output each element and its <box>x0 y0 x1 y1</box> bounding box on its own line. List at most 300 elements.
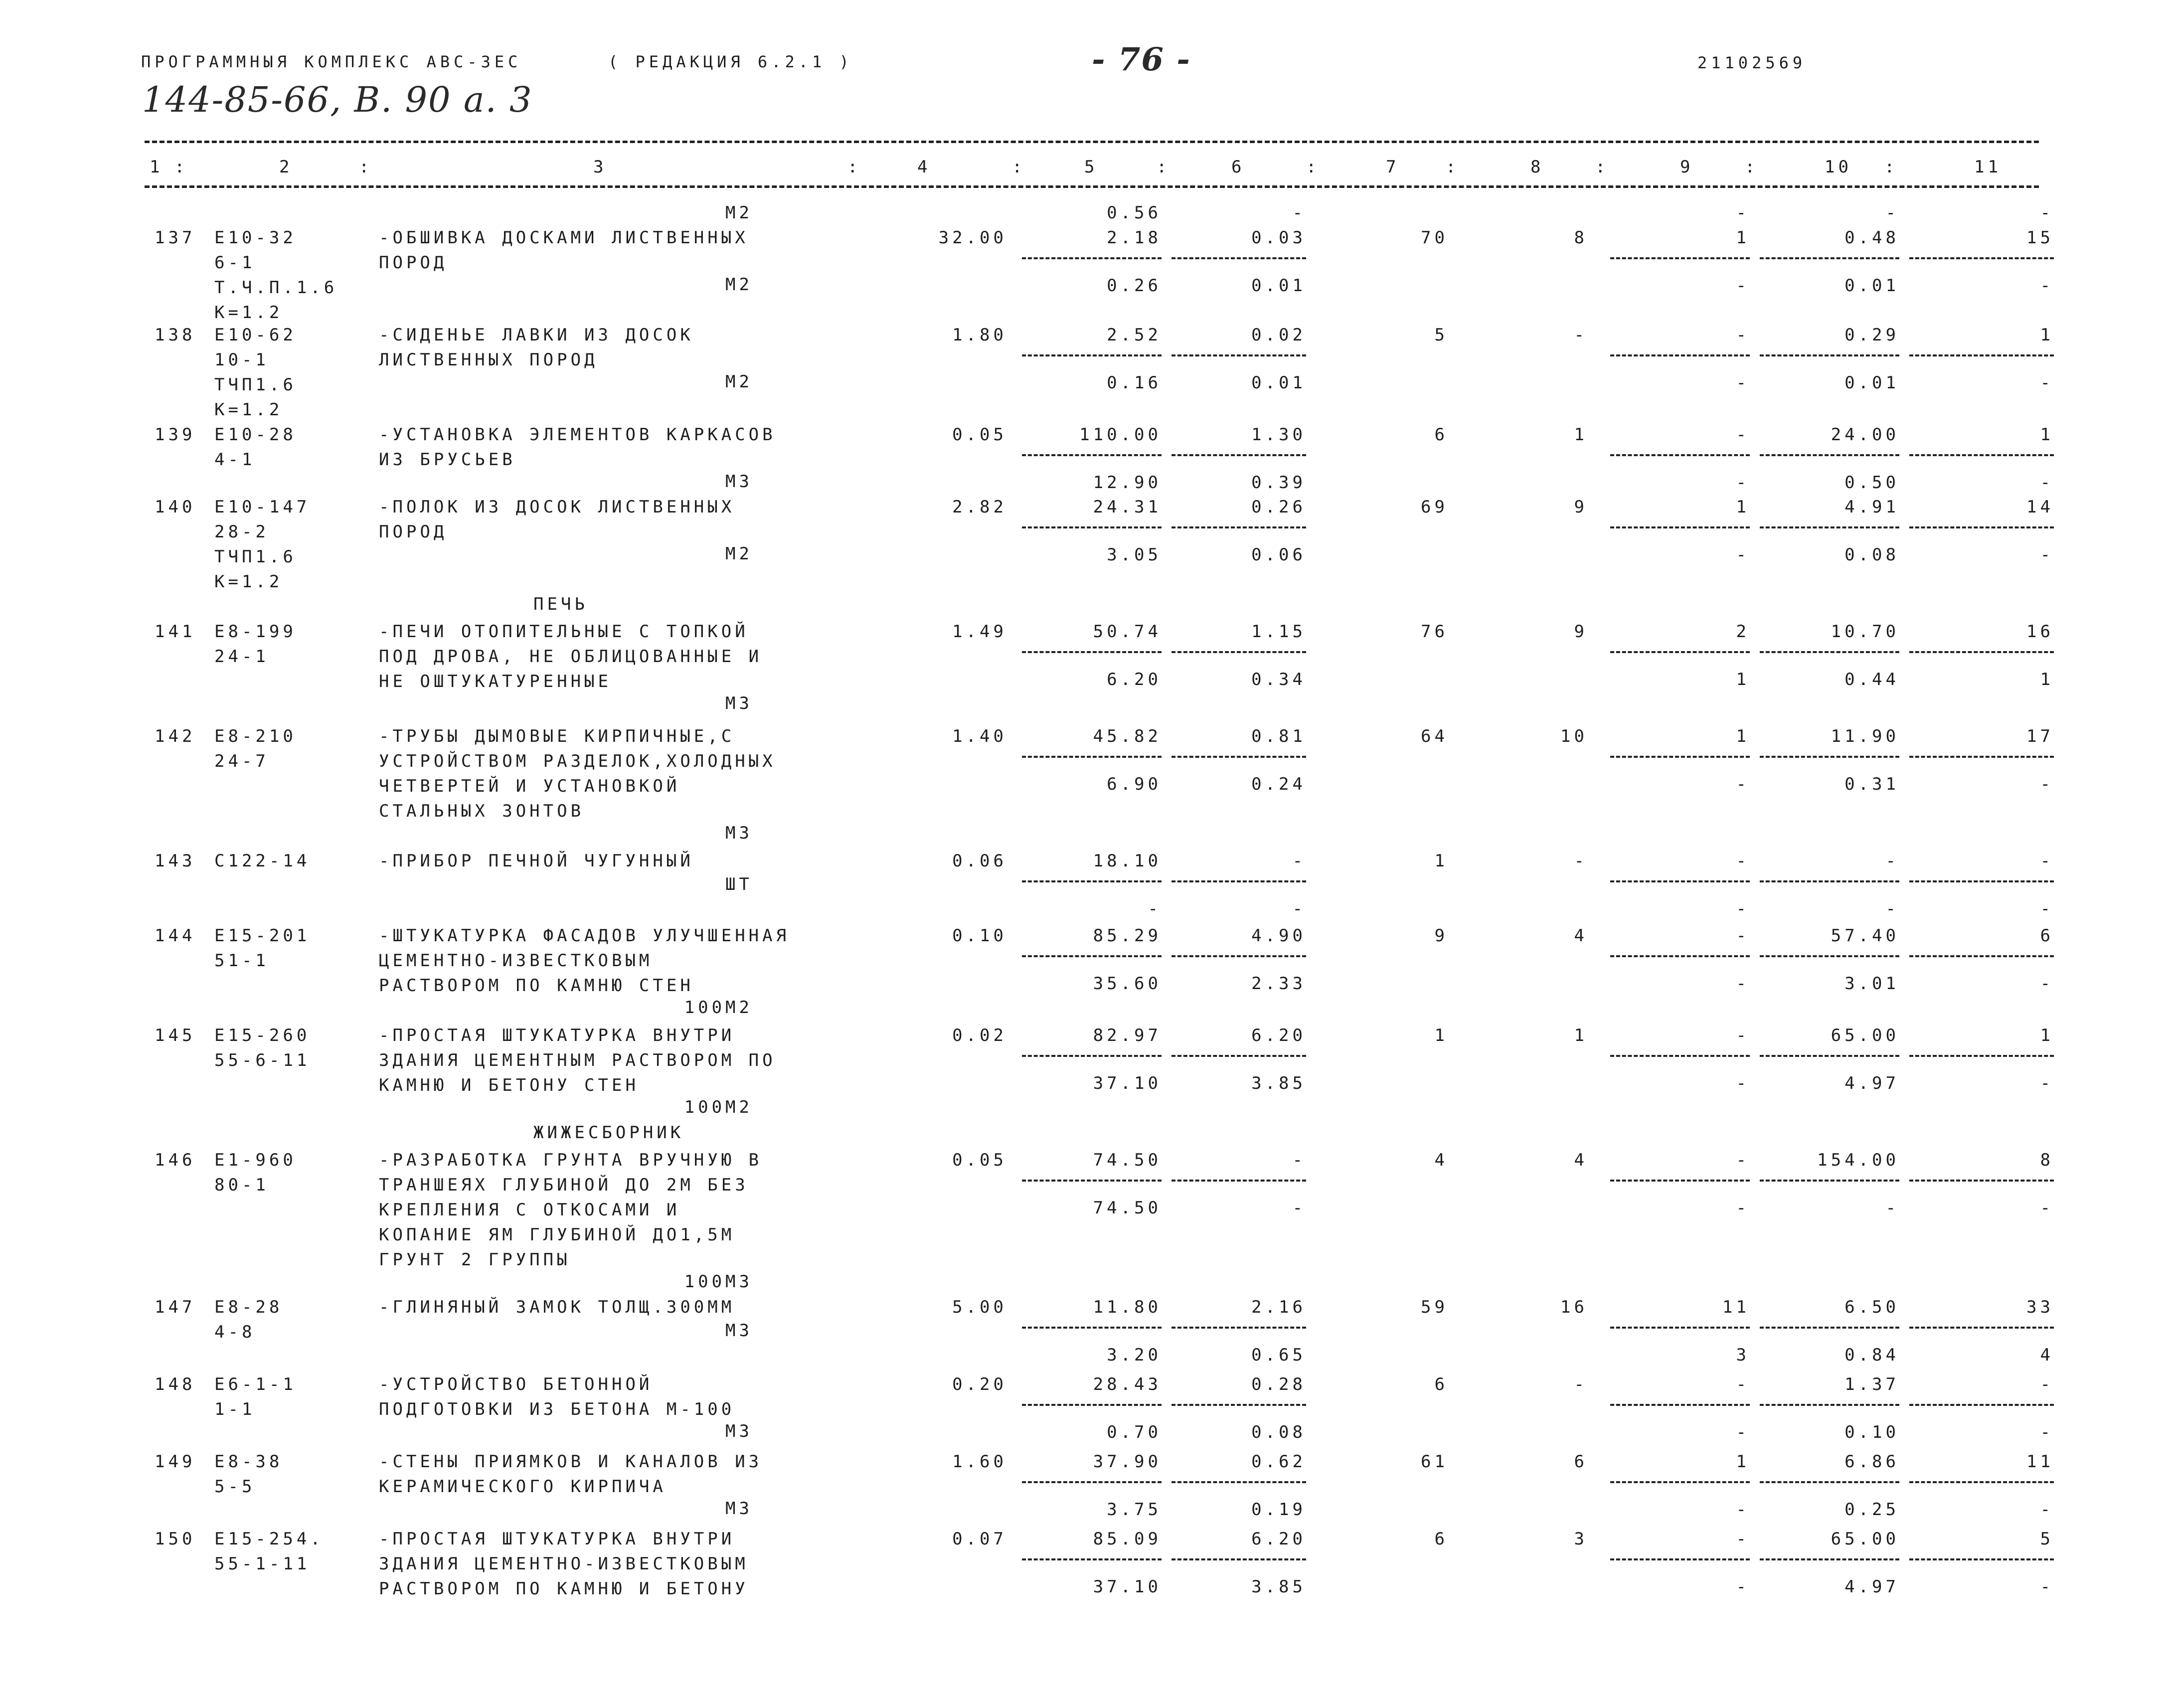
cell-c6b: 4.90 <box>1251 926 1306 946</box>
cell-c10c: 0.01 <box>1844 276 1899 296</box>
cell-c9c: - <box>1736 774 1750 794</box>
norm-code: Е8-28 <box>214 1297 283 1317</box>
unit-label: М3 <box>725 1320 753 1341</box>
cell-c11b: 14 <box>2026 497 2054 517</box>
row-number: 138 <box>155 325 196 345</box>
work-description: КРЕПЛЕНИЯ С ОТКОСАМИ И <box>379 1200 680 1220</box>
cell-c11b: - <box>2040 851 2054 871</box>
cell-c6c: 3.85 <box>1251 1577 1306 1597</box>
cell-c5c: - <box>1148 899 1162 919</box>
cell-c6c: 0.24 <box>1251 774 1306 794</box>
work-description: ПОДГОТОВКИ ИЗ БЕТОНА М-100 <box>379 1399 735 1419</box>
norm-code: Е15-260 <box>214 1025 311 1045</box>
cell-c5c: 6.90 <box>1107 774 1162 794</box>
cell-c6b: 0.02 <box>1251 325 1306 345</box>
cell-c5b: 11.80 <box>1093 1297 1162 1317</box>
cell-c5c: 37.10 <box>1093 1073 1162 1093</box>
norm-code: Т.Ч.П.1.6 <box>214 278 338 298</box>
value-separator <box>1760 1558 1899 1560</box>
norm-code: Е1-960 <box>214 1150 297 1170</box>
cell-c9b: - <box>1736 1025 1750 1045</box>
unit-label: 100М2 <box>684 998 753 1018</box>
cell-c11c: - <box>2040 774 2054 794</box>
work-description: НЕ ОШТУКАТУРЕННЫЕ <box>379 672 612 691</box>
cell-c9c: - <box>1736 974 1750 994</box>
norm-code: 28-2 <box>214 522 269 542</box>
cell-c5b: 82.97 <box>1093 1025 1162 1045</box>
cell-c4: 0.02 <box>952 1025 1007 1045</box>
value-separator <box>1909 1558 2054 1560</box>
cell-c11c: - <box>2040 373 2054 393</box>
work-description: -УСТАНОВКА ЭЛЕМЕНТОВ КАРКАСОВ <box>379 425 776 445</box>
cell-c6a: - <box>1292 203 1306 223</box>
norm-code: Е10-32 <box>214 228 297 248</box>
cell-c11b: 1 <box>2040 1025 2054 1045</box>
unit-label: М3 <box>725 823 753 843</box>
cell-c6c: 0.06 <box>1251 545 1306 565</box>
value-separator <box>1172 257 1306 259</box>
cell-c11b: 33 <box>2026 1297 2054 1317</box>
cell-c10b: 65.00 <box>1831 1529 1899 1549</box>
cell-c8: 10 <box>1560 726 1588 746</box>
cell-c6c: 2.33 <box>1251 974 1306 994</box>
cell-c8: 8 <box>1574 228 1588 248</box>
work-description: ЧЕТВЕРТЕЙ И УСТАНОВКОЙ <box>379 776 680 796</box>
value-separator <box>1610 880 1750 882</box>
value-separator <box>1610 354 1750 356</box>
work-description: -ПЕЧИ ОТОПИТЕЛЬНЫЕ С ТОПКОЙ <box>379 622 749 642</box>
cell-c5c: 3.20 <box>1107 1345 1162 1365</box>
value-separator <box>1760 257 1899 259</box>
cell-c9c: 1 <box>1736 670 1750 689</box>
value-separator <box>1172 651 1306 653</box>
value-separator <box>1909 756 2054 758</box>
work-description: ТРАНШЕЯХ ГЛУБИНОЙ ДО 2М БЕЗ <box>379 1175 749 1195</box>
cell-c8: 1 <box>1574 1025 1588 1045</box>
column-header-cell: 6 <box>1231 157 1245 177</box>
value-separator <box>1022 1055 1162 1057</box>
value-separator <box>1909 1481 2054 1483</box>
work-description: -ПРОСТАЯ ШТУКАТУРКА ВНУТРИ <box>379 1529 735 1549</box>
cell-c7: 59 <box>1421 1297 1448 1317</box>
cell-c10b: 154.00 <box>1817 1150 1899 1170</box>
cell-c7: 6 <box>1434 425 1448 445</box>
cell-c9c: - <box>1736 545 1750 565</box>
cell-c9c: - <box>1736 1422 1750 1442</box>
cell-c8: - <box>1574 851 1588 871</box>
cell-c10b: 6.86 <box>1844 1452 1899 1472</box>
work-description: ЗДАНИЯ ЦЕМЕНТНО-ИЗВЕСТКОВЫМ <box>379 1554 749 1574</box>
cell-c10b: 11.90 <box>1831 726 1899 746</box>
cell-c10c: 0.01 <box>1844 373 1899 393</box>
column-header-cell: : <box>359 157 373 177</box>
cell-c5b: 74.50 <box>1093 1150 1162 1170</box>
cell-c8: 16 <box>1560 1297 1588 1317</box>
value-separator <box>1172 1481 1306 1483</box>
edition-label: ( РЕДАКЦИЯ 6.2.1 ) <box>608 52 853 71</box>
cell-c8: - <box>1574 325 1588 345</box>
unit-label: 100М2 <box>684 1097 753 1117</box>
value-separator <box>1022 756 1162 758</box>
column-header-cell: : <box>847 157 861 177</box>
value-separator <box>1909 955 2054 957</box>
value-separator <box>1172 1180 1306 1182</box>
unit-label: М3 <box>725 1499 753 1519</box>
cell-c11b: 15 <box>2026 228 2054 248</box>
cell-c6b: 2.16 <box>1251 1297 1306 1317</box>
cell-c7: 9 <box>1434 926 1448 946</box>
value-separator <box>1760 1055 1899 1057</box>
cell-c6b: - <box>1292 1150 1306 1170</box>
norm-code: Е8-199 <box>214 622 297 642</box>
work-description: ЛИСТВЕННЫХ ПОРОД <box>379 350 598 370</box>
cell-c6c: 0.01 <box>1251 373 1306 393</box>
cell-c4: 1.80 <box>952 325 1007 345</box>
cell-c10b: 6.50 <box>1844 1297 1899 1317</box>
value-separator <box>1172 454 1306 456</box>
cell-c4: 32.00 <box>938 228 1007 248</box>
value-separator <box>1172 880 1306 882</box>
cell-c9b: 11 <box>1722 1297 1750 1317</box>
cell-c9c: - <box>1736 1577 1750 1597</box>
norm-code: Е15-254. <box>214 1529 324 1549</box>
cell-c4: 5.00 <box>952 1297 1007 1317</box>
row-number: 146 <box>155 1150 196 1170</box>
cell-c11c: - <box>2040 473 2054 493</box>
value-separator <box>1760 756 1899 758</box>
column-header-cell: 8 <box>1530 157 1544 177</box>
value-separator <box>1022 1481 1162 1483</box>
work-description: -ГЛИНЯНЫЙ ЗАМОК ТОЛЩ.300ММ <box>379 1297 735 1317</box>
cell-c6c: 3.85 <box>1251 1073 1306 1093</box>
norm-code: 80-1 <box>214 1175 269 1195</box>
cell-c10b: 57.40 <box>1831 926 1899 946</box>
cell-c10c: 4.97 <box>1844 1577 1899 1597</box>
column-header-cell: : <box>1012 157 1026 177</box>
cell-c9b: - <box>1736 1150 1750 1170</box>
norm-code: ТЧП1.6 <box>214 375 297 395</box>
program-title: ПРОГРАММНЫЯ КОМПЛЕКС АВС-3ЕС <box>141 52 522 71</box>
value-separator <box>1760 1404 1899 1406</box>
cell-c7: 64 <box>1421 726 1448 746</box>
cell-c4: 2.82 <box>952 497 1007 517</box>
cell-c10b: 1.37 <box>1844 1374 1899 1394</box>
cell-c10b: 0.29 <box>1844 325 1899 345</box>
work-description: РАСТВОРОМ ПО КАМНЮ СТЕН <box>379 976 694 996</box>
row-number: 147 <box>155 1297 196 1317</box>
cell-c10c: 0.84 <box>1844 1345 1899 1365</box>
value-separator <box>1610 756 1750 758</box>
row-number: 139 <box>155 425 196 445</box>
cell-c10c: 3.01 <box>1844 974 1899 994</box>
cell-c10b: 65.00 <box>1831 1025 1899 1045</box>
cell-c11a: - <box>2040 203 2054 223</box>
cell-c10b: 0.48 <box>1844 228 1899 248</box>
cell-c5c: 35.60 <box>1093 974 1162 994</box>
cell-c5c: 37.10 <box>1093 1577 1162 1597</box>
cell-c6b: 0.03 <box>1251 228 1306 248</box>
cell-c7: 70 <box>1421 228 1448 248</box>
cell-c10c: 0.08 <box>1844 545 1899 565</box>
value-separator <box>1610 526 1750 528</box>
value-separator <box>1172 354 1306 356</box>
norm-code: Е6-1-1 <box>214 1374 297 1394</box>
cell-c5c: 0.70 <box>1107 1422 1162 1442</box>
value-separator <box>1172 756 1306 758</box>
cell-c9a: - <box>1736 203 1750 223</box>
norm-code: Е8-38 <box>214 1452 283 1472</box>
cell-c8: - <box>1574 1374 1588 1394</box>
cell-c5a: 0.56 <box>1107 203 1162 223</box>
cell-c9b: 1 <box>1736 228 1750 248</box>
cell-c11c: - <box>2040 974 2054 994</box>
norm-code: Е8-210 <box>214 726 297 746</box>
cell-c6c: 0.08 <box>1251 1422 1306 1442</box>
cell-c8: 9 <box>1574 497 1588 517</box>
work-description: -РАЗРАБОТКА ГРУНТА ВРУЧНУЮ В <box>379 1150 763 1170</box>
cell-c4: 1.60 <box>952 1452 1007 1472</box>
cell-c8: 3 <box>1574 1529 1588 1549</box>
cell-c9b: - <box>1736 1374 1750 1394</box>
work-description: КАМНЮ И БЕТОНУ СТЕН <box>379 1075 639 1095</box>
value-separator <box>1760 651 1899 653</box>
work-description: ПОРОД <box>379 522 448 542</box>
value-separator <box>1909 454 2054 456</box>
cell-c7: 61 <box>1421 1452 1448 1472</box>
value-separator <box>1022 1558 1162 1560</box>
cell-c9b: - <box>1736 1529 1750 1549</box>
column-header-cell: : <box>1157 157 1171 177</box>
cell-c10b: - <box>1885 851 1899 871</box>
value-separator <box>1909 1180 2054 1182</box>
cell-c4: 0.20 <box>952 1374 1007 1394</box>
page-number: - 76 - <box>1092 41 1191 78</box>
work-description: -ПОЛОК ИЗ ДОСОК ЛИСТВЕННЫХ <box>379 497 735 517</box>
value-separator <box>1909 880 2054 882</box>
cell-c4: 1.40 <box>952 726 1007 746</box>
norm-code: 24-1 <box>214 647 269 667</box>
row-number: 140 <box>155 497 196 517</box>
value-separator <box>1760 1481 1899 1483</box>
work-description: ПОРОД <box>379 253 448 273</box>
cell-c5b: 85.29 <box>1093 926 1162 946</box>
work-description: ПОД ДРОВА, НЕ ОБЛИЦОВАННЫЕ И <box>379 647 763 667</box>
cell-c7: 6 <box>1434 1374 1448 1394</box>
cell-c9c: - <box>1736 276 1750 296</box>
work-description: -ОБШИВКА ДОСКАМИ ЛИСТВЕННЫХ <box>379 228 749 248</box>
cell-c6b: 6.20 <box>1251 1529 1306 1549</box>
value-separator <box>1909 1055 2054 1057</box>
norm-code: 5-5 <box>214 1477 256 1497</box>
column-header-cell: 10 <box>1825 157 1852 177</box>
value-separator <box>1022 1404 1162 1406</box>
cell-c5c: 3.05 <box>1107 545 1162 565</box>
cell-c10c: - <box>1885 1198 1899 1218</box>
section-heading: ПЕЧЬ <box>533 594 588 614</box>
column-header-cell: 7 <box>1386 157 1400 177</box>
value-separator <box>1760 354 1899 356</box>
work-description: РАСТВОРОМ ПО КАМНЮ И БЕТОНУ <box>379 1579 749 1599</box>
cell-c11b: 8 <box>2040 1150 2054 1170</box>
work-description: -УСТРОЙСТВО БЕТОННОЙ <box>379 1374 653 1394</box>
cell-c11b: 6 <box>2040 926 2054 946</box>
cell-c10b: 4.91 <box>1844 497 1899 517</box>
value-separator <box>1909 1327 2054 1329</box>
cell-c11b: 17 <box>2026 726 2054 746</box>
value-separator <box>1172 1327 1306 1329</box>
column-header-cell: : <box>174 157 188 177</box>
cell-c5c: 6.20 <box>1107 670 1162 689</box>
cell-c5b: 50.74 <box>1093 622 1162 642</box>
cell-c8: 1 <box>1574 425 1588 445</box>
cell-c11c: - <box>2040 1073 2054 1093</box>
cell-c9b: - <box>1736 926 1750 946</box>
cell-c9c: - <box>1736 373 1750 393</box>
work-description: УСТРОЙСТВОМ РАЗДЕЛОК,ХОЛОДНЫХ <box>379 751 776 771</box>
row-number: 142 <box>155 726 196 746</box>
cell-c5b: 24.31 <box>1093 497 1162 517</box>
cell-c4: 0.05 <box>952 1150 1007 1170</box>
cell-c11c: - <box>2040 1500 2054 1520</box>
value-separator <box>1760 454 1899 456</box>
value-separator <box>1022 651 1162 653</box>
cell-c5b: 28.43 <box>1093 1374 1162 1394</box>
value-separator <box>1022 1180 1162 1182</box>
norm-code: Е15-201 <box>214 926 311 946</box>
cell-c10c: 0.44 <box>1844 670 1899 689</box>
cell-c5c: 12.90 <box>1093 473 1162 493</box>
column-header-cell: 2 <box>279 157 293 177</box>
cell-c9c: - <box>1736 1198 1750 1218</box>
cell-c9c: - <box>1736 1500 1750 1520</box>
value-separator <box>1610 454 1750 456</box>
cell-c11b: 11 <box>2026 1452 2054 1472</box>
cell-c9c: - <box>1736 899 1750 919</box>
column-header-cell: 9 <box>1680 157 1694 177</box>
cell-c6b: 0.28 <box>1251 1374 1306 1394</box>
cell-c9b: 2 <box>1736 622 1750 642</box>
unit-label: М2 <box>725 203 753 223</box>
value-separator <box>1610 1481 1750 1483</box>
work-description: СТАЛЬНЫХ ЗОНТОВ <box>379 801 585 821</box>
cell-c10c: 0.10 <box>1844 1422 1899 1442</box>
work-description: ГРУНТ 2 ГРУППЫ <box>379 1250 571 1270</box>
norm-code: 55-6-11 <box>214 1050 311 1070</box>
unit-label: М3 <box>725 693 753 713</box>
cell-c7: 6 <box>1434 1529 1448 1549</box>
cell-c5b: 18.10 <box>1093 851 1162 871</box>
cell-c6c: 0.65 <box>1251 1345 1306 1365</box>
cell-c4: 0.06 <box>952 851 1007 871</box>
value-separator <box>1172 526 1306 528</box>
cell-c11c: 1 <box>2040 670 2054 689</box>
value-separator <box>1610 1180 1750 1182</box>
norm-code: 24-7 <box>214 751 269 771</box>
unit-label: М2 <box>725 275 753 295</box>
cell-c9c: 3 <box>1736 1345 1750 1365</box>
column-header-cell: 4 <box>917 157 931 177</box>
cell-c5c: 74.50 <box>1093 1198 1162 1218</box>
header-rule-top <box>145 141 2039 143</box>
work-description: -ПРОСТАЯ ШТУКАТУРКА ВНУТРИ <box>379 1025 735 1045</box>
cell-c11b: 16 <box>2026 622 2054 642</box>
cell-c11b: 5 <box>2040 1529 2054 1549</box>
value-separator <box>1760 955 1899 957</box>
value-separator <box>1610 1558 1750 1560</box>
row-number: 145 <box>155 1025 196 1045</box>
cell-c5b: 2.52 <box>1107 325 1162 345</box>
cell-c10c: 4.97 <box>1844 1073 1899 1093</box>
cell-c9b: - <box>1736 425 1750 445</box>
work-description: КОПАНИЕ ЯМ ГЛУБИНОЙ ДО1,5М <box>379 1225 735 1245</box>
unit-label: 100М3 <box>684 1272 753 1292</box>
cell-c6c: 0.34 <box>1251 670 1306 689</box>
cell-c5b: 85.09 <box>1093 1529 1162 1549</box>
norm-code: Е10-62 <box>214 325 297 345</box>
cell-c8: 4 <box>1574 926 1588 946</box>
cell-c9b: 1 <box>1736 1452 1750 1472</box>
norm-code: ТЧП1.6 <box>214 547 297 567</box>
cell-c5b: 45.82 <box>1093 726 1162 746</box>
row-number: 150 <box>155 1529 196 1549</box>
cell-c11c: - <box>2040 276 2054 296</box>
header-rule-bottom <box>145 185 2039 188</box>
column-header-cell: 5 <box>1084 157 1098 177</box>
value-separator <box>1022 354 1162 356</box>
cell-c6b: 0.62 <box>1251 1452 1306 1472</box>
row-number: 148 <box>155 1374 196 1394</box>
section-heading: ЖИЖЕСБОРНИК <box>533 1123 684 1143</box>
value-separator <box>1909 651 2054 653</box>
cell-c6c: 0.39 <box>1251 473 1306 493</box>
cell-c4: 1.49 <box>952 622 1007 642</box>
cell-c6b: 0.81 <box>1251 726 1306 746</box>
value-separator <box>1022 257 1162 259</box>
work-description: ИЗ БРУСЬЕВ <box>379 450 516 470</box>
column-header-cell: : <box>1446 157 1460 177</box>
cell-c4: 0.10 <box>952 926 1007 946</box>
cell-c5c: 3.75 <box>1107 1500 1162 1520</box>
cell-c11c: 4 <box>2040 1345 2054 1365</box>
row-number: 149 <box>155 1452 196 1472</box>
value-separator <box>1610 1055 1750 1057</box>
norm-code: К=1.2 <box>214 400 283 420</box>
cell-c6c: 0.01 <box>1251 276 1306 296</box>
cell-c10a: - <box>1885 203 1899 223</box>
cell-c7: 4 <box>1434 1150 1448 1170</box>
cell-c8: 6 <box>1574 1452 1588 1472</box>
cell-c11c: - <box>2040 1198 2054 1218</box>
cell-c6b: 6.20 <box>1251 1025 1306 1045</box>
value-separator <box>1909 1404 2054 1406</box>
work-description: -СТЕНЫ ПРИЯМКОВ И КАНАЛОВ ИЗ <box>379 1452 763 1472</box>
value-separator <box>1022 526 1162 528</box>
cell-c11c: - <box>2040 1422 2054 1442</box>
cell-c6c: - <box>1292 899 1306 919</box>
work-description: ЦЕМЕНТНО-ИЗВЕСТКОВЫМ <box>379 951 653 971</box>
cell-c7: 1 <box>1434 851 1448 871</box>
value-separator <box>1172 955 1306 957</box>
cell-c10c: 0.50 <box>1844 473 1899 493</box>
value-separator <box>1760 880 1899 882</box>
row-number: 141 <box>155 622 196 642</box>
value-separator <box>1610 1327 1750 1329</box>
value-separator <box>1172 1404 1306 1406</box>
row-number: 137 <box>155 228 196 248</box>
norm-code: 10-1 <box>214 350 269 370</box>
unit-label: М3 <box>725 1421 753 1441</box>
value-separator <box>1909 257 2054 259</box>
